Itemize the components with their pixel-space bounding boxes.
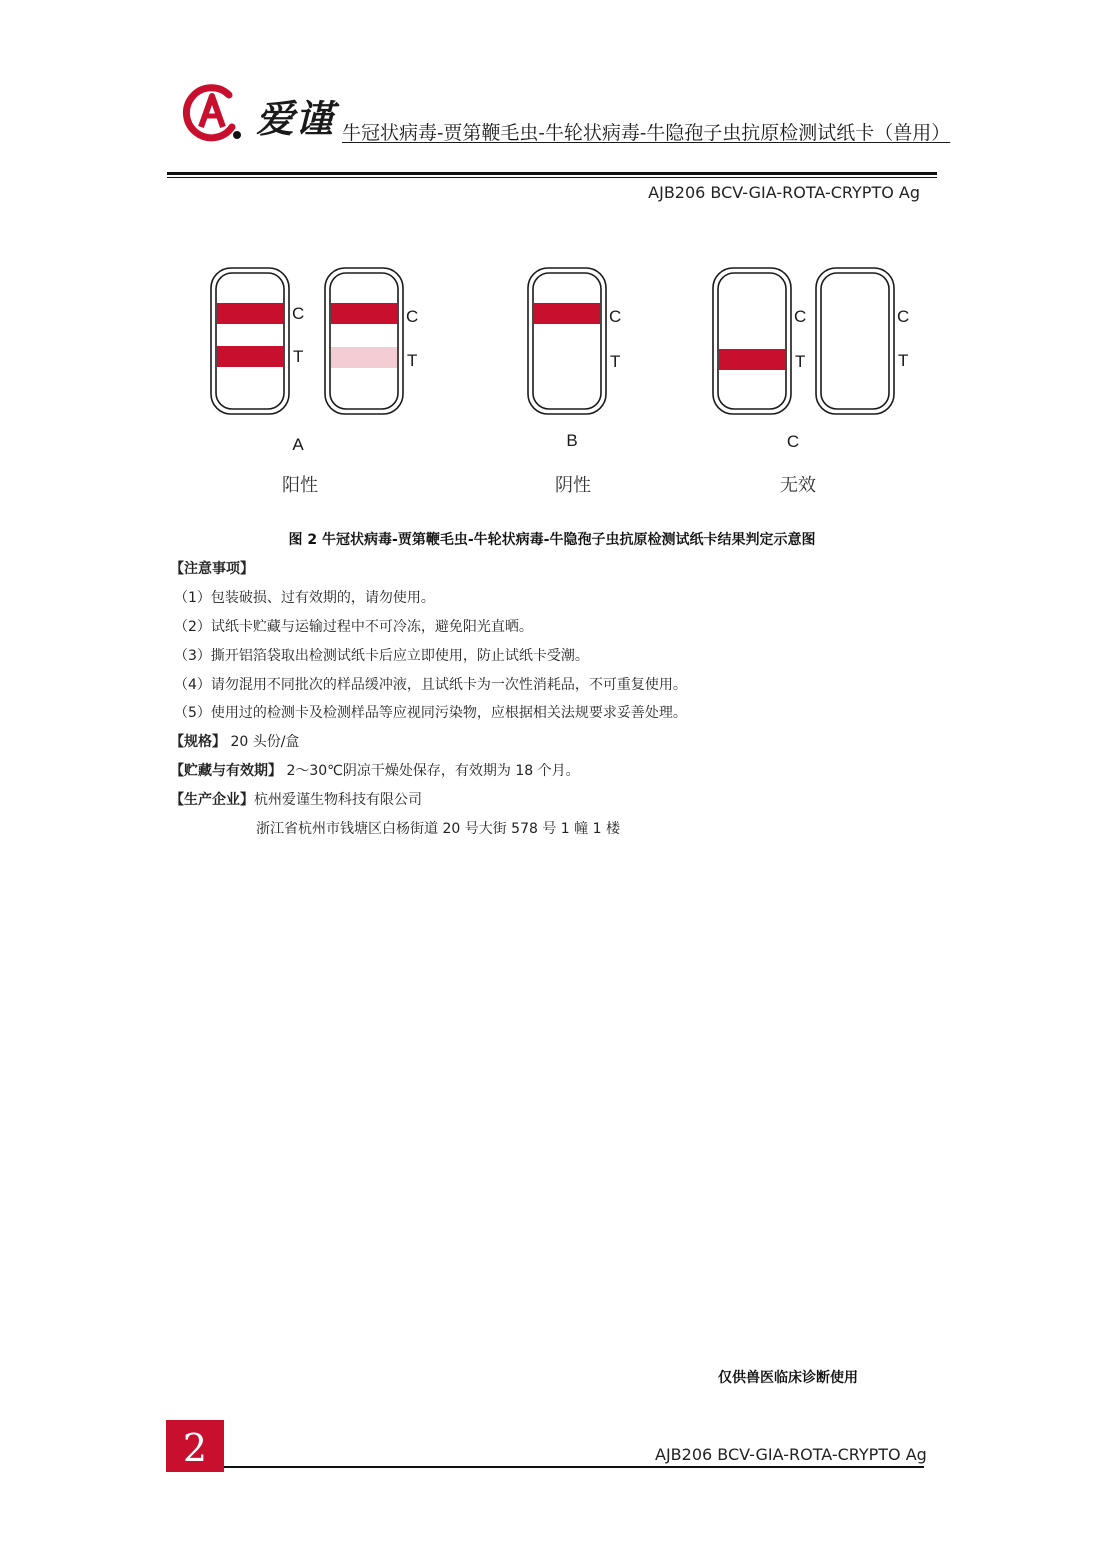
a1-c-label: C (292, 304, 305, 323)
spec-heading: 【规格】 (170, 734, 226, 750)
c1-c-label: C (794, 307, 807, 326)
group-b-letter: B (566, 431, 578, 450)
manufacturer-line (170, 789, 422, 809)
note-item-1: （1）包装破损、过有效期的，请勿使用。 (174, 590, 435, 606)
a2-c-line (331, 303, 397, 324)
b-t-label: T (610, 352, 621, 371)
figure-caption: 图 2 牛冠状病毒-贾第鞭毛虫-牛轮状病毒-牛隐孢子虫抗原检测试纸卡结果判定示意图 (288, 532, 816, 548)
b-c-label: C (609, 307, 622, 326)
a2-t-line-faint (331, 347, 397, 368)
spec-value: 20 头份/盒 (226, 734, 300, 750)
product-title: 牛冠状病毒-贾第鞭毛虫-牛轮状病毒-牛隐孢子虫抗原检测试纸卡（兽用） (342, 122, 951, 144)
vet-use-note: 仅供兽医临床诊断使用 (718, 1370, 858, 1386)
header-rule-thin (167, 177, 937, 178)
c1-t-label: T (795, 352, 806, 371)
group-b-result: 阴性 (555, 475, 591, 496)
footer-product-code: AJB206 BCV-GIA-ROTA-CRYPTO Ag (655, 1445, 927, 1464)
group-a-result: 阳性 (282, 475, 318, 496)
note-item-3: （3）撕开铝箔袋取出检测试纸卡后应立即使用，防止试纸卡受潮。 (174, 648, 589, 664)
spec-line (170, 731, 299, 751)
c1-t-line (719, 349, 785, 370)
a2-c-label: C (406, 307, 419, 326)
note-item-2: （2）试纸卡贮藏与运输过程中不可冷冻，避免阳光直晒。 (174, 619, 533, 635)
page-number: 2 (166, 1420, 224, 1472)
brand-logo-icon (180, 80, 244, 144)
header-product-code: AJB206 BCV-GIA-ROTA-CRYPTO Ag (648, 183, 920, 202)
brand-name: 爱谨 (256, 97, 335, 141)
storage-line (170, 760, 580, 780)
b-c-line (534, 303, 600, 324)
group-c-result: 无效 (780, 475, 816, 496)
a1-t-label: T (293, 347, 304, 366)
a1-c-line (217, 303, 283, 324)
notes-heading: 【注意事项】 (170, 561, 254, 577)
result-figure (167, 230, 937, 520)
note-item-5: （5）使用过的检测卡及检测样品等应视同污染物，应根据相关法规要求妥善处理。 (174, 705, 687, 721)
storage-heading: 【贮藏与有效期】 (170, 763, 282, 779)
manufacturer-address: 浙江省杭州市钱塘区白杨街道 20 号大街 578 号 1 幢 1 楼 (256, 821, 620, 837)
c2-t-label: T (898, 351, 909, 370)
footer-rule (224, 1466, 924, 1468)
manufacturer-heading: 【生产企业】 (170, 792, 254, 808)
group-c-letter: C (786, 432, 800, 451)
storage-value: 2～30℃阴凉干燥处保存，有效期为 18 个月。 (282, 763, 580, 779)
note-item-4: （4）请勿混用不同批次的样品缓冲液，且试纸卡为一次性消耗品，不可重复使用。 (174, 677, 687, 693)
header-rule (167, 172, 937, 175)
a1-t-line (217, 346, 283, 367)
group-a-letter: A (292, 435, 304, 454)
c2-c-label: C (897, 307, 910, 326)
a2-t-label: T (407, 351, 418, 370)
manufacturer-name: 杭州爱谨生物科技有限公司 (254, 792, 422, 808)
